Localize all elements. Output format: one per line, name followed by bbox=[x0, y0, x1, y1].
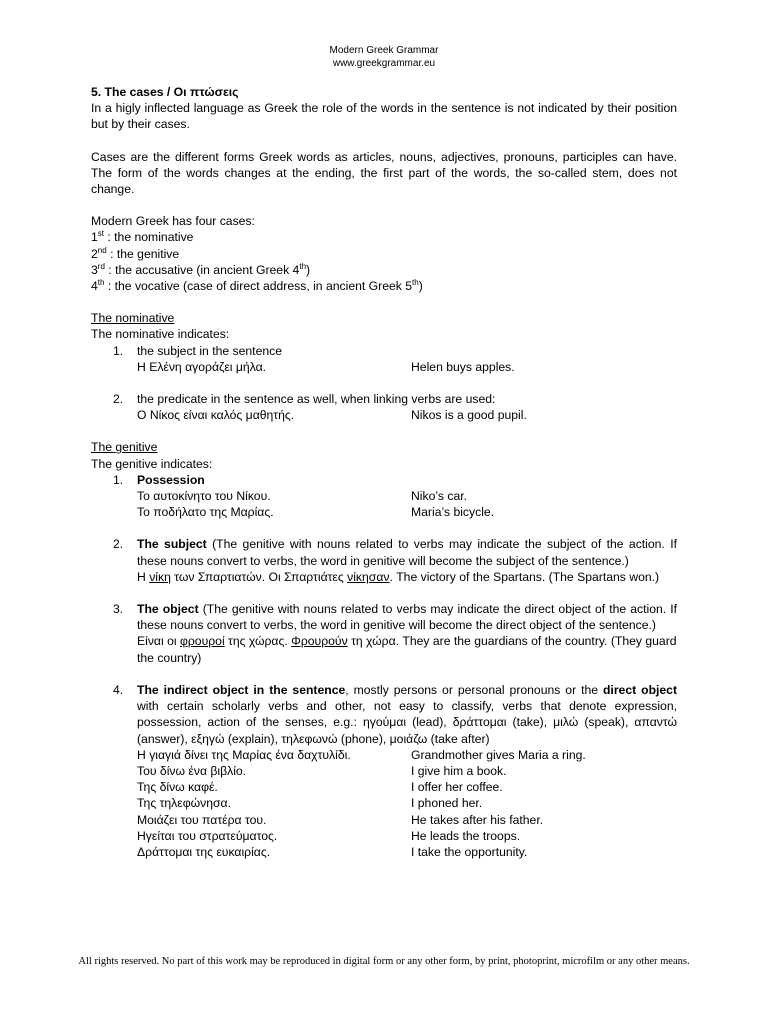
genitive-item-4: 4. The indirect object in the sentence, mostly persons or personal pronouns or the direct object with certain scholarly verbs and other, not easy to classify, verbs that denote expression, possession, action of the senses, e.g.: ηγούμαι (lead), δράττομαι (take), μιλώ (speak), απαντώ (answer), εξηγώ (explain), τηλεφωνώ (phone), μοιάζω (take after) Η γιαγιά δίνει της Μαρίας ένα δαχτυλίδι. Grandmother gives Maria a ring. Του δίνω ένα βιβλίο. I give him a book. Της δίνω καφέ. I offer her coffee. Της τηλεφώνησα. I phoned her. Μοιάζει του πατέρα του. He takes after his father. Ηγείται του στρατεύματος. He leads the troops. Δράττομαι της ευκαιρίας. I take the opportunity. bbox=[113, 682, 678, 859]
example-row: Της τηλεφώνησα. I phoned her. bbox=[137, 796, 483, 811]
four-cases-lead: Modern Greek has four cases: bbox=[91, 214, 255, 229]
list-number: 2. bbox=[113, 537, 124, 552]
header-site: www.greekgrammar.eu bbox=[332, 58, 436, 69]
intro-paragraph-1: In a higly inflected language as Greek the role of the words in the sentence is not indicated by their position but by their cases. bbox=[91, 101, 677, 132]
nominative-heading: The nominative bbox=[91, 311, 175, 326]
intro-paragraph-2: Cases are the different forms Greek words as articles, nouns, adjectives, pronouns, participles can have. The form of the words changes at the ending, the first part of the words, the so-called stem, does not change. bbox=[91, 149, 677, 197]
example-row: Μοιάζει του πατέρα του. He takes after his father. bbox=[137, 812, 544, 827]
list-number: 4. bbox=[113, 682, 124, 697]
example-row: Το αυτοκίνητο του Νίκου. Niko’s car. bbox=[137, 489, 467, 504]
nominative-item-1: 1. the subject in the sentence Η Ελένη αγοράζει μήλα. Helen buys apples. bbox=[91, 343, 677, 375]
example-line: Είναι οι φρουροί της χώρας. Φρουρούν τη χώρα. They are the guardians of the country. (They guard the country) bbox=[137, 634, 677, 665]
genitive-item-3: 3. The object (The genitive with nouns related to verbs may indicate the direct object of the action. If these nouns convert to verbs, the word in genitive will become the direct object of the sentence.) Είναι οι φρουροί της χώρας. Φρουρούν τη χώρα. They are the guardians of the country. (They guard the country) bbox=[113, 602, 677, 665]
example-row: Το ποδήλατο της Μαρίας. Maria’s bicycle. bbox=[137, 505, 495, 520]
list-number: 3. bbox=[113, 602, 124, 617]
case-line-2: 2nd : the genitive bbox=[91, 245, 180, 261]
case-line-3: 3rd : the accusative (in ancient Greek 4th) bbox=[91, 261, 311, 277]
genitive-item-2: 2. The subject (The genitive with nouns related to verbs may indicate the subject of the action. If these nouns convert to verbs, the word in genitive will become the subject of the sentence.) Η νίκη των Σπαρτιατών. Οι Σπαρτιάτες νίκησαν. The victory of the Spartans. (The Spartans won.) bbox=[113, 537, 677, 584]
example-line: Η νίκη των Σπαρτιατών. Οι Σπαρτιάτες νίκησαν. The victory of the Spartans. (The Spartans won.) bbox=[137, 569, 660, 584]
genitive-indicates: The genitive indicates: bbox=[91, 456, 213, 471]
nominative-indicates: The nominative indicates: bbox=[91, 327, 230, 342]
copyright-footer: All rights reserved. No part of this work may be reproduced in digital form or any other form, by print, photoprint, microfilm or any other means. bbox=[78, 956, 690, 967]
example-row: Της δίνω καφέ. I offer her coffee. bbox=[137, 780, 503, 795]
example-row: Η Ελένη αγοράζει μήλα. Helen buys apples. bbox=[137, 359, 515, 374]
genitive-heading: The genitive bbox=[91, 440, 158, 455]
example-row: Η γιαγιά δίνει της Μαρίας ένα δαχτυλίδι. Grandmother gives Maria a ring. bbox=[137, 747, 586, 762]
list-number: 1. bbox=[113, 343, 124, 358]
section-heading: 5. The cases / Οι πτώσεις bbox=[91, 85, 239, 99]
genitive-item-1: 1. Possession Το αυτοκίνητο του Νίκου. Niko’s car. Το ποδήλατο της Μαρίας. Maria’s bicycle. bbox=[91, 472, 677, 521]
case-line-4: 4th : the vocative (case of direct address, in ancient Greek 5th) bbox=[91, 277, 423, 294]
example-row: Του δίνω ένα βιβλίο. I give him a book. bbox=[137, 763, 507, 778]
example-row: Δράττομαι της ευκαιρίας. I take the opportunity. bbox=[137, 844, 528, 859]
list-number: 1. bbox=[113, 472, 124, 487]
example-row: Ηγείται του στρατεύματος. He leads the troops. bbox=[137, 828, 521, 843]
example-row: Ο Νίκος είναι καλός μαθητής. Nikos is a good pupil. bbox=[137, 408, 527, 423]
case-line-1: 1st : the nominative bbox=[91, 229, 194, 245]
list-number: 2. bbox=[113, 392, 124, 407]
nominative-item-2: 2. the predicate in the sentence as well, when linking verbs are used: Ο Νίκος είναι καλός μαθητής. Nikos is a good pupil. bbox=[91, 391, 677, 423]
document-body bbox=[91, 84, 677, 860]
header-title: Modern Greek Grammar bbox=[329, 45, 439, 56]
